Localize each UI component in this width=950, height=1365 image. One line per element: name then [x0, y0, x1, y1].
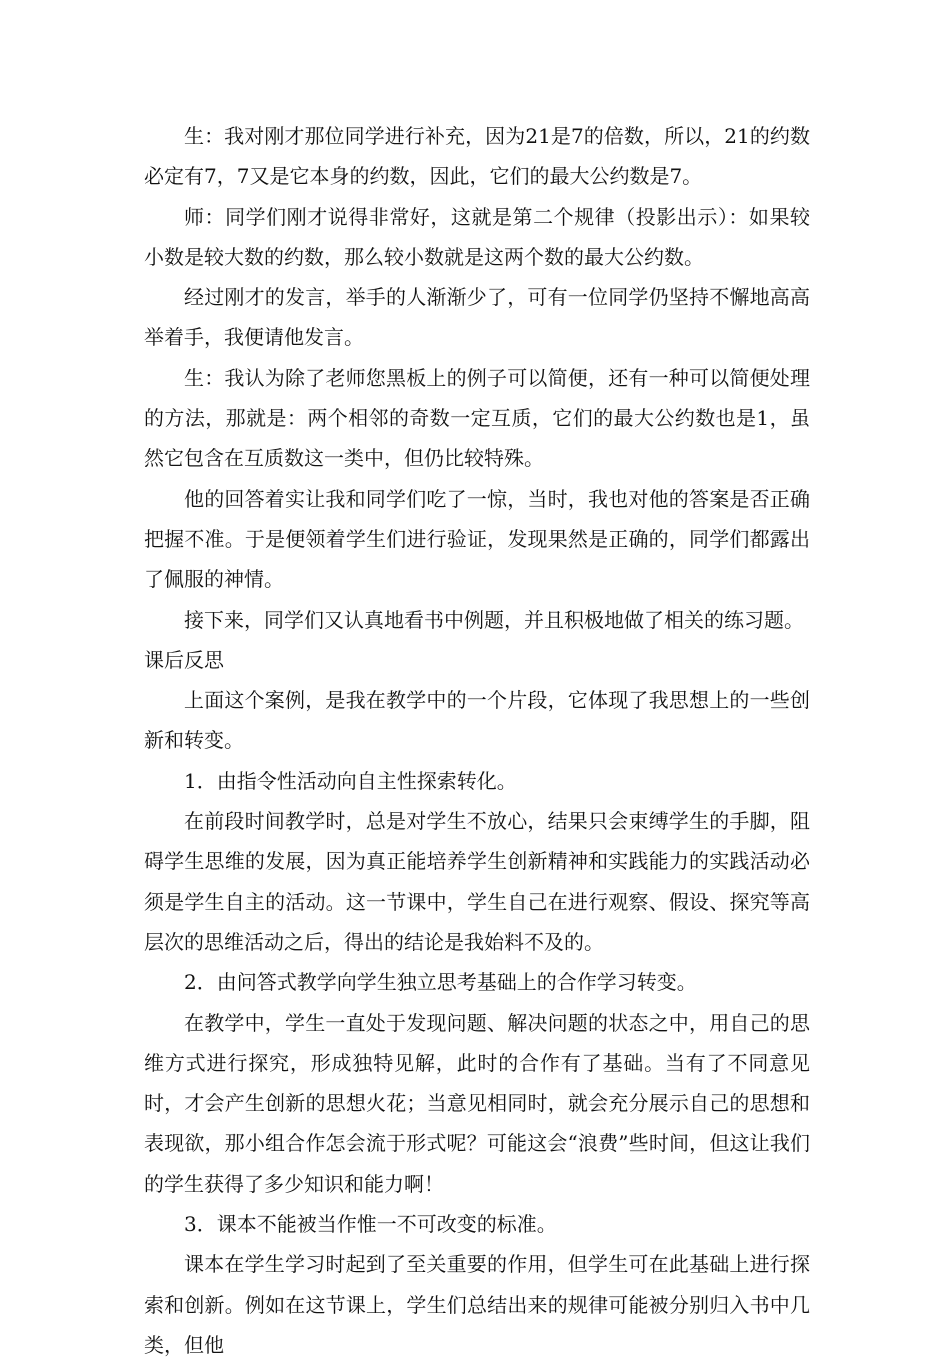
point-title: 2．由问答式教学向学生独立思考基础上的合作学习转变。	[184, 970, 697, 995]
section-heading: 课后反思	[144, 647, 224, 672]
point-body: 课本在学生学习时起到了至关重要的作用，但学生可在此基础上进行探索和创新。例如在这节课上，学生们总结出来的规律可能被分别归入书中几类，但他	[144, 1252, 810, 1357]
paragraph-student-odd-numbers: 生：我认为除了老师您黑板上的例子可以简便，还有一种可以简便处理的方法，那就是：两个相邻的奇数一定互质，它们的最大公约数也是1，虽然它包含在互质数这一类中，但仍比较特殊。	[144, 365, 810, 471]
point-title: 1．由指令性活动向自主性探索转化。	[184, 768, 517, 793]
reflection-intro: 上面这个案例，是我在教学中的一个片段，它体现了我思想上的一些创新和转变。	[144, 688, 810, 753]
paragraph-practice: 接下来，同学们又认真地看书中例题，并且积极地做了相关的练习题。	[184, 607, 804, 632]
point-body: 在前段时间教学时，总是对学生不放心，结果只会束缚学生的手脚，阻碍学生思维的发展，因为真正能培养学生创新精神和实践能力的实践活动必须是学生自主的活动。这一节课中，学生自己在进行观察、假设、探究等高层次的思维活动之后，得出的结论是我始料不及的。	[144, 809, 810, 954]
paragraph-verification: 他的回答着实让我和同学们吃了一惊，当时，我也对他的答案是否正确把握不准。于是便领着学生们进行验证，发现果然是正确的，同学们都露出了佩服的神情。	[144, 486, 810, 592]
paragraph-student-supplement: 生：我对刚才那位同学进行补充，因为21是7的倍数，所以，21的约数必定有7，7又是它本身的约数，因此，它们的最大公约数是7。	[144, 124, 810, 189]
point-body: 在教学中，学生一直处于发现问题、解决问题的状态之中，用自己的思维方式进行探究，形成独特见解，此时的合作有了基础。当有了不同意见时，才会产生创新的思想火花；当意见相同时，就会充分展示自己的思想和表现欲，那小组合作怎会流于形式呢？可能这会“浪费”些时间，但这让我们的学生获得了多少知识和能力啊！	[144, 1010, 810, 1196]
point-title: 3．课本不能被当作惟一不可改变的标准。	[184, 1212, 557, 1237]
paragraph-discussion: 经过刚才的发言，举手的人渐渐少了，可有一位同学仍坚持不懈地高高举着手，我便请他发言。	[144, 285, 810, 350]
document-page	[144, 116, 810, 1365]
paragraph-teacher-rule-two: 师：同学们刚才说得非常好，这就是第二个规律（投影出示）：如果较小数是较大数的约数，那么较小数就是这两个数的最大公约数。	[144, 204, 810, 269]
